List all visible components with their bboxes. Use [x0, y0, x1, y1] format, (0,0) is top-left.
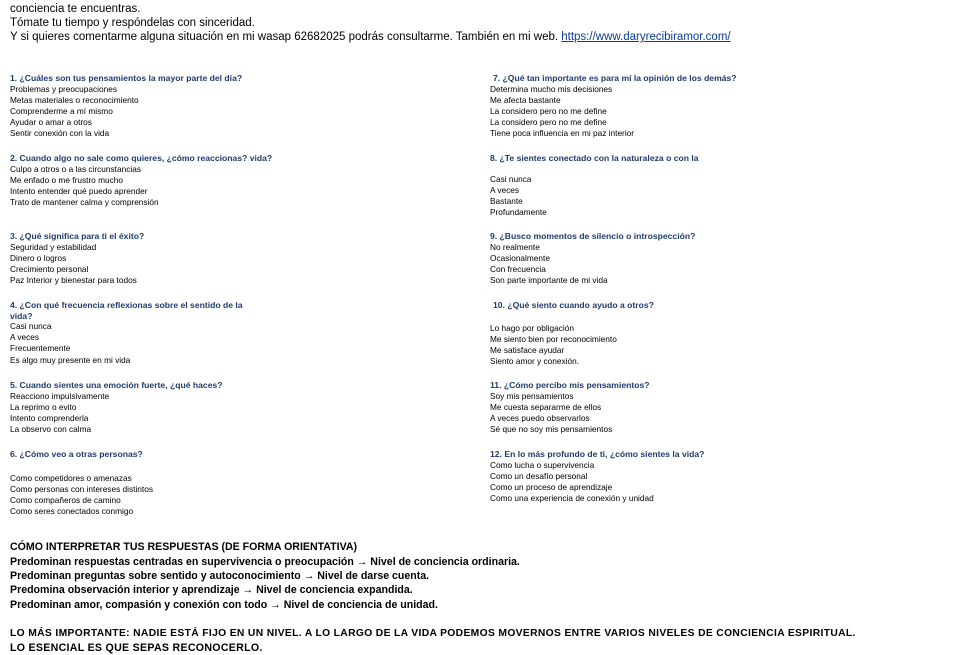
option: Como un desafío personal — [490, 470, 588, 481]
option: La observo con calma — [10, 424, 92, 435]
option: Ayudar o amar a otros — [10, 117, 92, 128]
question-6 — [10, 449, 310, 517]
option: Seguridad y estabilidad — [10, 241, 97, 252]
question-title: 10. ¿Qué siento cuando ayudo a otros? — [493, 300, 654, 310]
question-title: 6. ¿Cómo veo a otras personas? — [10, 449, 143, 459]
question-3 — [10, 231, 310, 286]
option: Como una experiencia de conexión y unidad — [490, 493, 654, 504]
interpret-line-1: Predominan respuestas centradas en supervivencia o preocupación → Nivel de conciencia ordinaria. — [10, 556, 520, 568]
option: Soy mis pensamientos — [490, 390, 574, 401]
option: Metas materiales o reconocimiento — [10, 94, 139, 105]
option: Como seres conectados conmigo — [10, 506, 134, 517]
intro-cut-line: conciencia te encuentras. — [10, 3, 141, 15]
option: Como lucha o supervivencia — [490, 459, 595, 470]
option: Intento comprenderla — [10, 412, 89, 423]
option: La considero pero no me define — [490, 117, 607, 128]
option: Dinero o logros — [10, 252, 67, 263]
option: Sé que no soy mis pensamientos — [490, 424, 613, 435]
option: Frecuentemente — [10, 343, 71, 354]
option: Determina mucho mis decisiones — [490, 83, 613, 94]
question-title: 3. ¿Qué significa para ti el éxito? — [10, 231, 145, 241]
question-4 — [10, 300, 250, 366]
interpret-line-4: Predominan amor, compasión y conexión con todo → Nivel de conciencia de unidad. — [10, 599, 438, 611]
option: Tiene poca influencia en mi paz interior — [490, 128, 635, 139]
option: Casi nunca — [490, 173, 532, 184]
option: Intento entender qué puedo aprender — [10, 185, 148, 196]
question-title: 1. ¿Cuáles son tus pensamientos la mayor parte del día? — [10, 73, 243, 83]
option: Me satisface ayudar — [490, 344, 565, 355]
option: La reprimo o evito — [10, 401, 77, 412]
option: Paz Interior y bienestar para todos — [10, 275, 137, 286]
question-title: 11. ¿Cómo percibo mis pensamientos? — [490, 380, 650, 390]
option: Me siento bien por reconocimiento — [490, 333, 617, 344]
option: Bastante — [490, 195, 523, 206]
intro-line-2-text: Y si quieres comentarme alguna situación en mi wasap 62682025 podrás consultarme. También en mi web. — [10, 31, 562, 43]
option: Como competidores o amenazas — [10, 472, 132, 483]
question-2 — [10, 153, 280, 208]
intro-line-1 — [10, 16, 255, 30]
option: Crecimiento personal — [10, 263, 89, 274]
question-12 — [490, 449, 710, 504]
question-title: 2. Cuando algo no sale como quieres, ¿cómo reaccionas? vida? — [10, 153, 273, 163]
option: Sentir conexión con la vida — [10, 128, 110, 139]
question-10 — [490, 300, 790, 367]
interpret-line-2: Predominan preguntas sobre sentido y autoconocimiento → Nivel de darse cuenta. — [10, 570, 430, 582]
option: Me enfado o me frustro mucho — [10, 174, 123, 185]
option: A veces puedo observarlos — [490, 412, 590, 423]
intro-line-2 — [10, 30, 731, 44]
question-title: 7. ¿Qué tan importante es para mí la opinión de los demás? — [493, 73, 737, 83]
option: Siento amor y conexión. — [490, 356, 580, 367]
option: Con frecuencia — [490, 263, 546, 274]
question-title: 4. ¿Con qué frecuencia reflexionas sobre el sentido de la vida? — [10, 300, 243, 321]
question-title: 8. ¿Te sientes conectado con la naturaleza o con la — [490, 153, 699, 163]
question-title: 5. Cuando sientes una emoción fuerte, ¿qué haces? — [10, 380, 223, 390]
question-title: 12. En lo más profundo de ti, ¿cómo sientes la vida? — [490, 449, 705, 459]
question-1 — [10, 73, 310, 140]
option: A veces — [10, 332, 40, 343]
option: Como personas con intereses distintos — [10, 483, 153, 494]
option: Trato de mantener calma y comprensión — [10, 197, 159, 208]
question-5 — [10, 380, 310, 435]
option: Me afecta bastante — [490, 94, 561, 105]
option: Casi nunca — [10, 321, 52, 331]
final-note-line-1: LO MÁS IMPORTANTE: NADIE ESTÁ FIJO EN UN NIVEL. A LO LARGO DE LA VIDA PODEMOS MOVERNOS ENTRE VARIOS NIVELES DE CONCIENCIA ESPIRITUAL. — [10, 628, 856, 639]
final-note-line-2: LO ESENCIAL ES QUE SEPAS RECONOCERLO. — [10, 642, 263, 654]
question-9 — [490, 231, 790, 286]
option: Problemas y preocupaciones — [10, 83, 117, 94]
question-11 — [490, 380, 790, 435]
option: Como un proceso de aprendizaje — [490, 481, 613, 492]
option: No realmente — [490, 241, 540, 252]
option: Como compañeros de camino — [10, 494, 121, 505]
interpret-title: CÓMO INTERPRETAR TUS RESPUESTAS (DE FORMA ORIENTATIVA) — [10, 541, 358, 553]
interpret-line-3: Predomina observación interior y aprendizaje → Nivel de conciencia expandida. — [10, 584, 413, 596]
option: Comprenderme a mí mismo — [10, 105, 113, 116]
question-title: 9. ¿Busco momentos de silencio o introspección? — [490, 231, 696, 241]
question-7 — [490, 73, 790, 140]
intro-line-1-text: Tómate tu tiempo y respóndelas con sinceridad. — [10, 17, 255, 29]
website-link[interactable]: https://www.daryrecibiramor.com/ — [561, 31, 731, 43]
option: Lo hago por obligación — [490, 322, 574, 333]
option: Son parte importante de mi vida — [490, 275, 608, 286]
question-8 — [490, 153, 790, 218]
option: Me cuesta separarme de ellos — [490, 401, 602, 412]
option: Reacciono impulsivamente — [10, 390, 110, 401]
option: Culpo a otros o a las circunstancias — [10, 163, 141, 174]
option: Es algo muy presente en mi vida — [10, 354, 131, 365]
option: Ocasionalmente — [490, 252, 550, 263]
option: La considero pero no me define — [490, 105, 607, 116]
option: Profundamente — [490, 207, 547, 218]
option: A veces — [490, 184, 520, 195]
